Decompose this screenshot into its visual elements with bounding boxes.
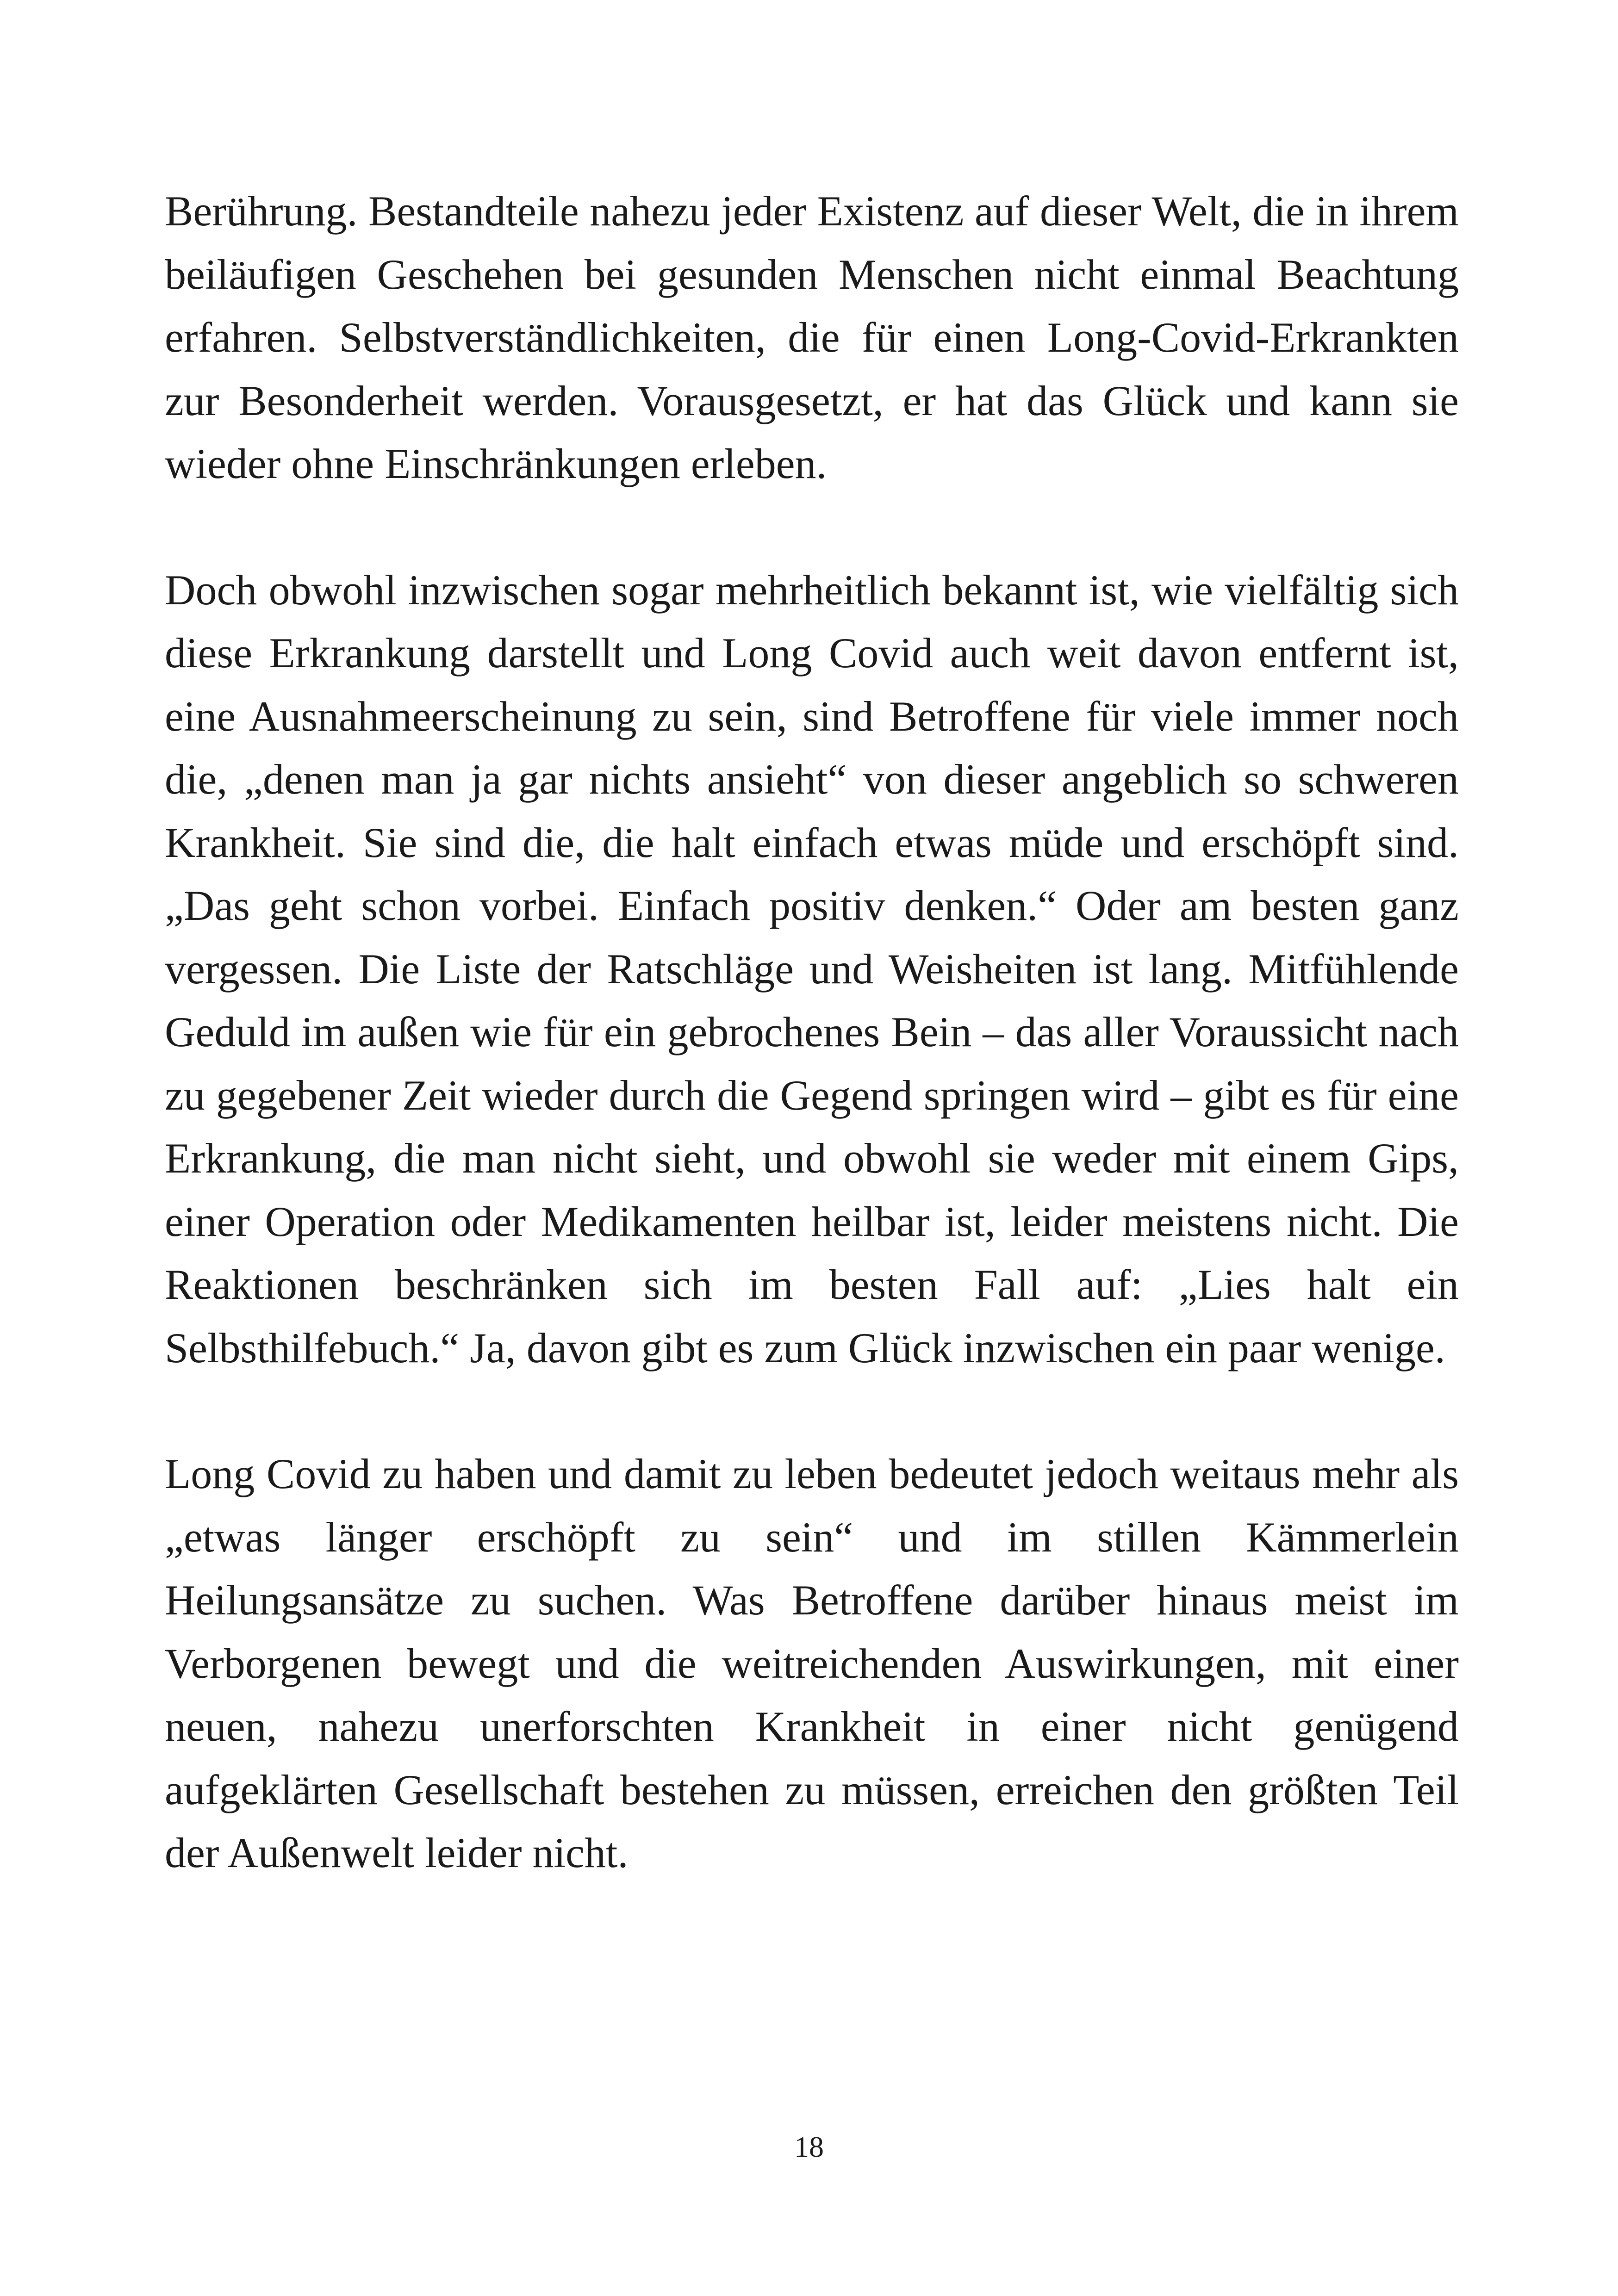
paragraph-2: Doch obwohl inzwischen sogar mehrheitlich bekannt ist, wie vielfältig sich diese Erkrankung darstellt und Long Covid auch weit davon entfernt ist, eine Ausnahmeerscheinung zu sein, sind Betroffene für viele immer noch die, „denen man ja gar nichts ansieht“ von dieser angeblich so schweren Krankheit. Sie sind die, die halt einfach etwas müde und erschöpft sind. „Das geht schon vorbei. Einfach positiv denken.“ Oder am besten ganz vergessen. Die Liste der Ratschläge und Weisheiten ist lang. Mitfühlende Geduld im außen wie für ein gebrochenes Bein – das aller Voraussicht nach zu gegebener Zeit wieder durch die Gegend springen wird – gibt es für eine Erkrankung, die man nicht sieht, und obwohl sie weder mit einem Gips, einer Operation oder Medikamenten heilbar ist, leider meistens nicht. Die Reaktionen beschränken sich im besten Fall auf: „Lies halt ein Selbsthilfebuch.“ Ja, davon gibt es zum Glück inzwischen ein paar wenige. bbox=[165, 566, 1459, 1371]
body-text bbox=[165, 180, 1459, 1948]
paragraph-3: Long Covid zu haben und damit zu leben bedeutet jedoch weitaus mehr als „etwas länger erschöpft zu sein“ und im stillen Kämmerlein Heilungsansätze zu suchen. Was Betroffene darüber hinaus meist im Verborgenen bewegt und die weitreichenden Auswirkungen, mit einer neuen, nahezu unerforschten Krankheit in einer nicht genügend aufgeklärten Gesellschaft bestehen zu müssen, erreichen den größten Teil der Außenwelt leider nicht. bbox=[165, 1450, 1459, 1876]
page-number: 18 bbox=[794, 2130, 824, 2163]
paragraph-1: Berührung. Bestandteile nahezu jeder Existenz auf dieser Welt, die in ihrem beiläufigen Geschehen bei gesunden Menschen nicht einmal Beachtung erfahren. Selbstverständlichkeiten, die für einen Long-Covid-Erkrankten zur Besonderheit werden. Vorausgesetzt, er hat das Glück und kann sie wieder ohne Einschränkungen erleben. bbox=[165, 187, 1459, 487]
